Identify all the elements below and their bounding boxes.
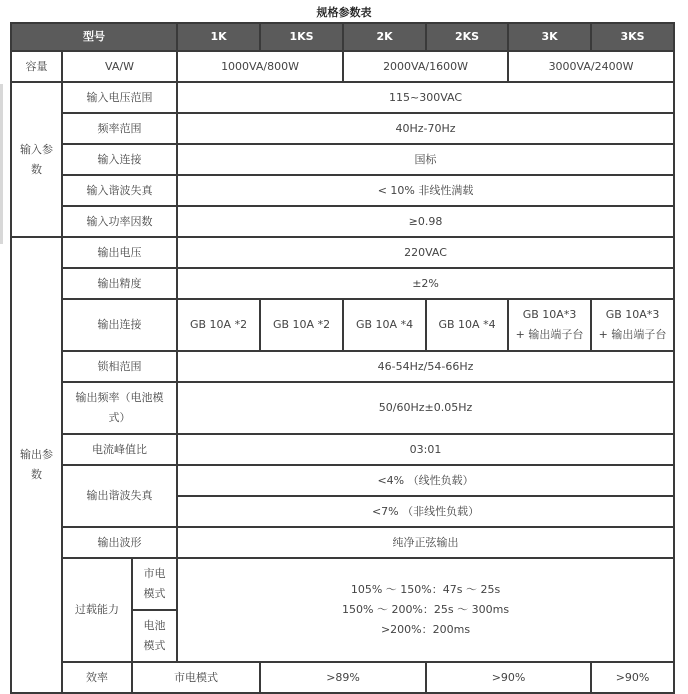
efficiency-1k: >89% bbox=[260, 662, 426, 693]
phase-lock-value: 46-54Hz/54-66Hz bbox=[177, 351, 674, 382]
battery-frequency-label: 输出频率（电池模式） bbox=[62, 382, 177, 434]
input-thd-value: < 10% 非线性满载 bbox=[177, 175, 674, 206]
input-voltage-value: 115~300VAC bbox=[177, 82, 674, 113]
input-thd-label: 输入谐波失真 bbox=[62, 175, 177, 206]
spec-table bbox=[10, 22, 675, 694]
input-voltage-label: 输入电压范围 bbox=[62, 82, 177, 113]
output-thd-nonlinear: <7% （非线性负载） bbox=[177, 496, 674, 527]
capacity-3k: 3000VA/2400W bbox=[508, 51, 674, 82]
output-accuracy-label: 输出精度 bbox=[62, 268, 177, 299]
overload-mains-mode: 市电模式 bbox=[132, 558, 177, 610]
model-2k: 2K bbox=[343, 23, 426, 51]
table-title: 规格参数表 bbox=[316, 6, 372, 19]
output-thd-label: 输出谐波失真 bbox=[62, 465, 177, 527]
output-connection-2ks: GB 10A *4 bbox=[426, 299, 508, 351]
output-connection-3k-line1: GB 10A*3 bbox=[522, 308, 577, 321]
overload-values bbox=[177, 558, 674, 662]
output-voltage-label: 输出电压 bbox=[62, 237, 177, 268]
output-connection-3ks bbox=[591, 299, 674, 351]
output-group-label: 输出参数 bbox=[11, 237, 62, 693]
input-voltage-row bbox=[11, 82, 674, 113]
capacity-label: 容量 bbox=[11, 51, 62, 82]
input-pf-label: 输入功率因数 bbox=[62, 206, 177, 237]
overload-line-3: >200%：200ms bbox=[380, 623, 471, 636]
output-connection-2k: GB 10A *4 bbox=[343, 299, 426, 351]
battery-frequency-row bbox=[11, 382, 674, 434]
efficiency-label: 效率 bbox=[62, 662, 132, 693]
output-connection-1k: GB 10A *2 bbox=[177, 299, 260, 351]
efficiency-row bbox=[11, 662, 674, 693]
model-2ks: 2KS bbox=[426, 23, 508, 51]
waveform-value: 纯净正弦输出 bbox=[177, 527, 674, 558]
output-connection-3k bbox=[508, 299, 591, 351]
output-connection-row bbox=[11, 299, 674, 351]
output-accuracy-value: ±2% bbox=[177, 268, 674, 299]
output-connection-1ks: GB 10A *2 bbox=[260, 299, 343, 351]
model-3k: 3K bbox=[508, 23, 591, 51]
efficiency-3k: >90% bbox=[591, 662, 674, 693]
left-edge-shadow bbox=[0, 84, 3, 244]
crest-factor-value: 03:01 bbox=[177, 434, 674, 465]
overload-battery-mode: 电池模式 bbox=[132, 610, 177, 662]
input-connection-value: 国标 bbox=[177, 144, 674, 175]
waveform-label: 输出波形 bbox=[62, 527, 177, 558]
model-3ks: 3KS bbox=[591, 23, 674, 51]
crest-factor-row bbox=[11, 434, 674, 465]
overload-label: 过载能力 bbox=[62, 558, 132, 662]
overload-row-mains bbox=[11, 558, 674, 610]
output-voltage-value: 220VAC bbox=[177, 237, 674, 268]
output-accuracy-row bbox=[11, 268, 674, 299]
input-connection-label: 输入连接 bbox=[62, 144, 177, 175]
overload-line-1: 105% ～ 150%：47s ～ 25s bbox=[350, 583, 501, 596]
output-thd-row-linear bbox=[11, 465, 674, 496]
model-1ks: 1KS bbox=[260, 23, 343, 51]
header-row bbox=[11, 23, 674, 51]
capacity-2k: 2000VA/1600W bbox=[343, 51, 508, 82]
phase-lock-row bbox=[11, 351, 674, 382]
input-group-label: 输入参数 bbox=[11, 82, 62, 237]
capacity-unit: VA/W bbox=[62, 51, 177, 82]
input-frequency-row bbox=[11, 113, 674, 144]
capacity-row bbox=[11, 51, 674, 82]
output-connection-3ks-line1: GB 10A*3 bbox=[605, 308, 660, 321]
phase-lock-label: 锁相范围 bbox=[62, 351, 177, 382]
model-header: 型号 bbox=[11, 23, 177, 51]
input-frequency-value: 40Hz-70Hz bbox=[177, 113, 674, 144]
capacity-1k: 1000VA/800W bbox=[177, 51, 343, 82]
input-connection-row bbox=[11, 144, 674, 175]
battery-frequency-value: 50/60Hz±0.05Hz bbox=[177, 382, 674, 434]
output-connection-3ks-line2: + 输出端子台 bbox=[598, 328, 667, 341]
input-thd-row bbox=[11, 175, 674, 206]
output-thd-linear: <4% （线性负载） bbox=[177, 465, 674, 496]
model-1k: 1K bbox=[177, 23, 260, 51]
efficiency-2k: >90% bbox=[426, 662, 591, 693]
output-voltage-row bbox=[11, 237, 674, 268]
output-connection-3k-line2: + 输出端子台 bbox=[515, 328, 584, 341]
efficiency-mode: 市电模式 bbox=[132, 662, 260, 693]
input-pf-value: ≥0.98 bbox=[177, 206, 674, 237]
crest-factor-label: 电流峰值比 bbox=[62, 434, 177, 465]
input-pf-row bbox=[11, 206, 674, 237]
output-connection-label: 输出连接 bbox=[62, 299, 177, 351]
overload-line-2: 150% ～ 200%：25s ～ 300ms bbox=[342, 603, 510, 616]
waveform-row bbox=[11, 527, 674, 558]
input-frequency-label: 频率范围 bbox=[62, 113, 177, 144]
